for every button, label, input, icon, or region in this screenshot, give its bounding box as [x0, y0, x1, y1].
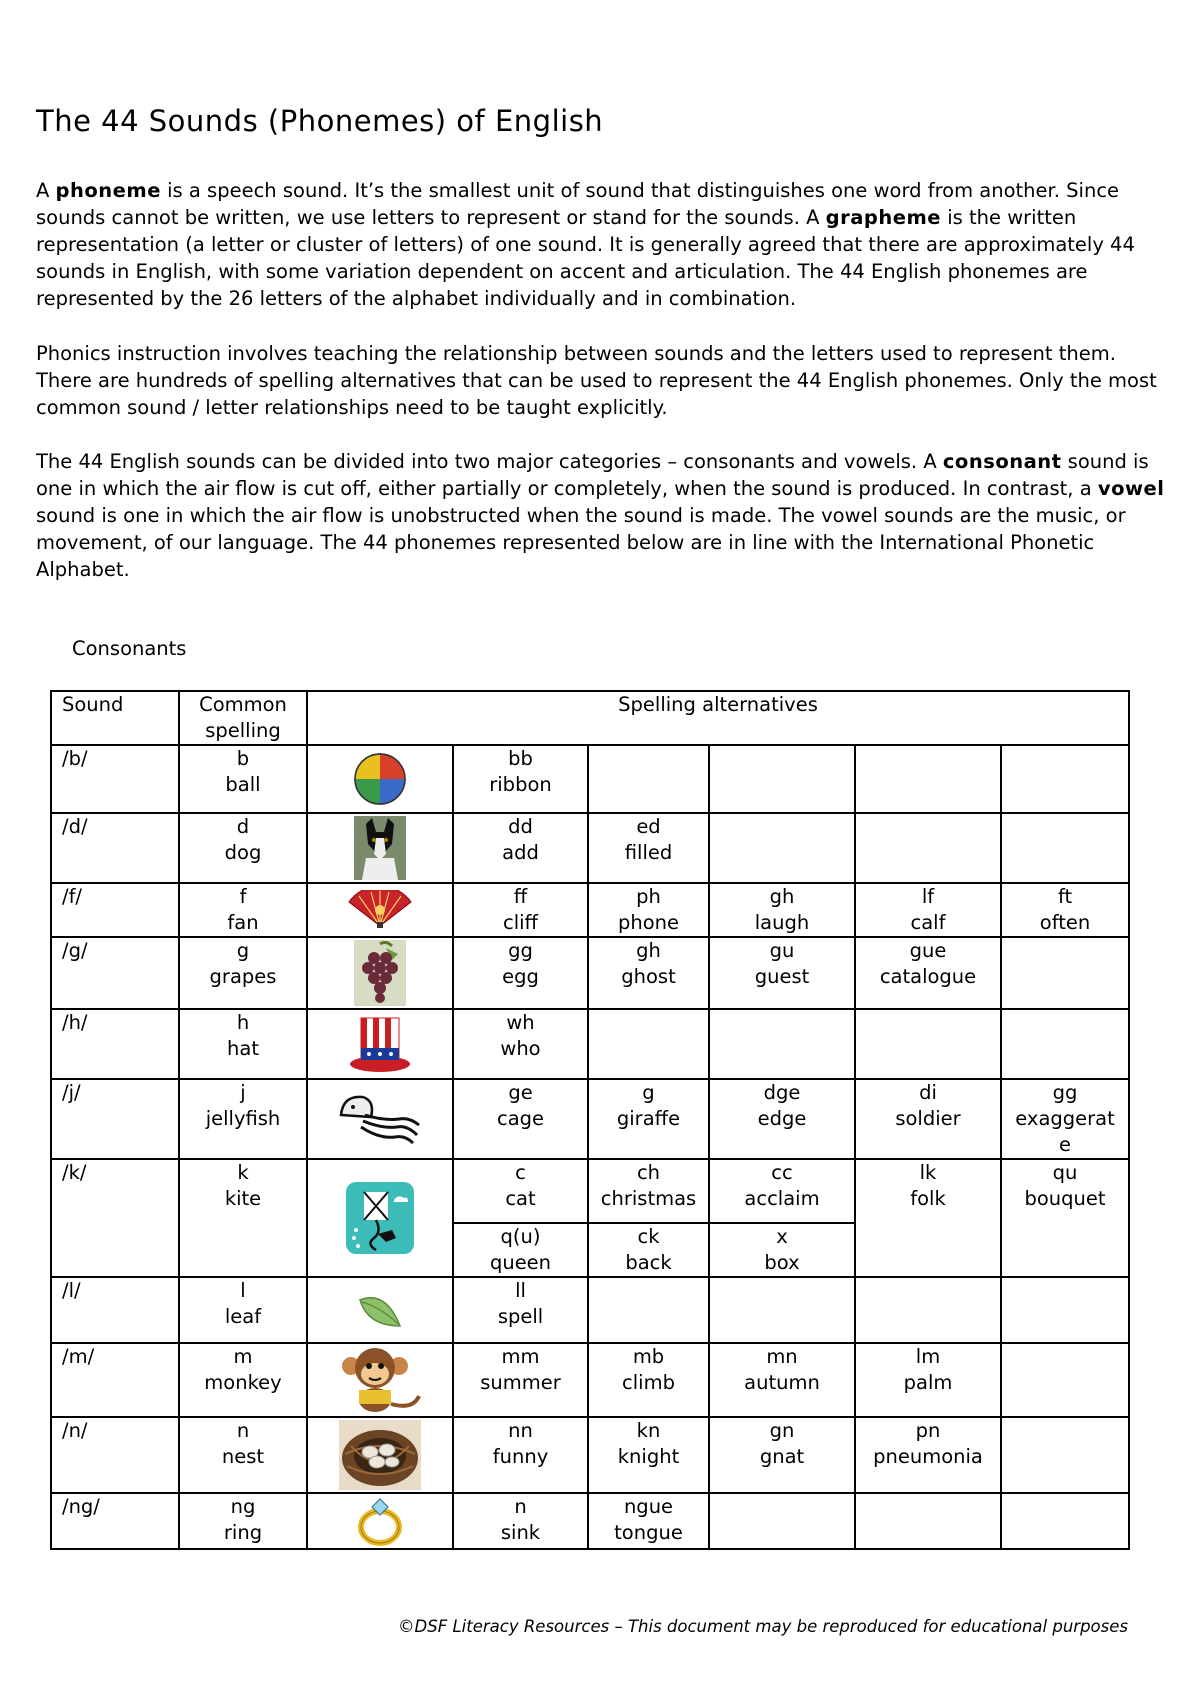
example-word: tongue [614, 1521, 683, 1544]
grapheme: q(u) [500, 1225, 541, 1248]
example-word: cage [496, 1107, 545, 1130]
table-row [51, 1159, 1129, 1223]
alternative-cell [588, 883, 709, 937]
alternative-cell [709, 1079, 855, 1159]
alternative-cell [453, 813, 588, 883]
grapheme: c [515, 1161, 526, 1184]
dog-icon [308, 814, 452, 882]
grapheme: pn [915, 1419, 941, 1442]
key-term: grapheme [825, 206, 942, 229]
grapheme: lk [919, 1161, 937, 1184]
grapheme: ck [637, 1225, 660, 1248]
picture-cell [307, 1009, 453, 1079]
page-title: The 44 Sounds (Phonemes) of English [36, 104, 604, 138]
example-word: catalogue [879, 965, 977, 988]
grapheme: l [240, 1279, 246, 1302]
grapheme: ge [508, 1081, 533, 1104]
alternative-cell [453, 1343, 588, 1417]
example-word: cat [505, 1187, 536, 1210]
example-word: laugh [754, 911, 810, 934]
alternative-cell [453, 1417, 588, 1493]
alternative-cell [709, 813, 855, 883]
table-row [51, 813, 1129, 883]
grapheme: kn [636, 1419, 661, 1442]
section-label: Consonants [72, 637, 187, 660]
table-row [51, 745, 1129, 813]
grapheme: h [236, 1011, 250, 1034]
common-spelling-cell [179, 883, 307, 937]
ball-icon [308, 751, 452, 807]
picture-cell [307, 813, 453, 883]
intro-paragraph-2: Phonics instruction involves teaching the relationship between sounds and the letters used to represent them. There are hundreds of spelling alternatives that can be used to represent the 44 English phonemes. Only the most common sound / letter relationships need to be taught explicitly. [36, 342, 1157, 419]
leaf-icon [308, 1290, 452, 1330]
grapheme: mb [632, 1345, 665, 1368]
example-word: ribbon [489, 773, 552, 796]
grapheme: gh [636, 939, 661, 962]
example-word: egg [502, 965, 539, 988]
alternative-cell [588, 1159, 709, 1223]
alternative-cell [588, 1493, 709, 1549]
example-word: autumn [744, 1371, 820, 1394]
picture-cell [307, 1159, 453, 1277]
alternative-cell [855, 883, 1001, 937]
alternative-cell [588, 1277, 709, 1343]
common-spelling-cell [179, 1009, 307, 1079]
common-spelling-cell [179, 745, 307, 813]
sound-cell: /l/ [51, 1277, 179, 1343]
kite-icon [308, 1180, 452, 1256]
alternative-cell [709, 1417, 855, 1493]
alternative-cell [588, 813, 709, 883]
alternative-cell [855, 745, 1001, 813]
alternative-cell [709, 937, 855, 1009]
alternative-cell [709, 1343, 855, 1417]
common-spelling-cell [179, 1079, 307, 1159]
alternative-cell [1001, 1079, 1129, 1159]
header-common-spelling [179, 691, 307, 745]
alternative-cell [453, 1159, 588, 1223]
alternative-cell [1001, 1277, 1129, 1343]
example-word: nest [221, 1445, 265, 1468]
example-word: hat [227, 1037, 259, 1060]
example-word: e [1059, 1133, 1072, 1156]
sound-cell: /m/ [51, 1343, 179, 1417]
grapheme: g [236, 939, 250, 962]
grapheme: k [237, 1161, 249, 1184]
example-word: queen [489, 1251, 552, 1274]
key-term: vowel [1097, 477, 1165, 500]
grapheme: qu [1052, 1161, 1078, 1184]
sound-cell: /j/ [51, 1079, 179, 1159]
grapheme: di [919, 1081, 937, 1104]
alternative-cell [588, 937, 709, 1009]
common-spelling-cell [179, 813, 307, 883]
table-row [51, 937, 1129, 1009]
example-word: knight [617, 1445, 680, 1468]
alternative-cell [588, 1343, 709, 1417]
alternative-cell [855, 1493, 1001, 1549]
grapheme: d [236, 815, 250, 838]
example-word: ball [225, 773, 261, 796]
example-word: climb [622, 1371, 675, 1394]
alternative-cell [453, 1493, 588, 1549]
hat-icon [308, 1014, 452, 1074]
grapheme: b [236, 747, 250, 770]
alternative-cell [453, 1277, 588, 1343]
sound-cell: /ng/ [51, 1493, 179, 1549]
example-word: calf [910, 911, 946, 934]
alternative-cell [1001, 1417, 1129, 1493]
grapheme: ch [636, 1161, 661, 1184]
example-word: spell [497, 1305, 544, 1328]
grapheme: Common [199, 693, 287, 716]
picture-cell [307, 937, 453, 1009]
alternative-cell [1001, 937, 1129, 1009]
grapheme: mm [501, 1345, 540, 1368]
alternative-cell [588, 1009, 709, 1079]
common-spelling-cell [179, 937, 307, 1009]
grapheme: nn [508, 1419, 533, 1442]
grapheme: ph [636, 885, 661, 908]
grapheme: j [240, 1081, 246, 1104]
grapheme: lm [915, 1345, 941, 1368]
grapheme: ng [230, 1495, 256, 1518]
picture-cell [307, 1343, 453, 1417]
example-word: christmas [600, 1187, 697, 1210]
common-spelling-cell [179, 1493, 307, 1549]
alternative-cell [1001, 813, 1129, 883]
common-spelling-cell [179, 1417, 307, 1493]
example-word: often [1039, 911, 1091, 934]
picture-cell [307, 745, 453, 813]
table-row [51, 883, 1129, 937]
table-row [51, 1079, 1129, 1159]
grapheme: ft [1057, 885, 1073, 908]
fan-icon [308, 890, 452, 930]
alternative-cell [709, 1009, 855, 1079]
grapheme: gg [508, 939, 533, 962]
alternative-cell [855, 1079, 1001, 1159]
grapheme: ff [513, 885, 528, 908]
table-header-row [51, 691, 1129, 745]
alternative-cell [588, 1079, 709, 1159]
example-word: filled [624, 841, 673, 864]
alternative-cell [709, 745, 855, 813]
intro-paragraph-3: The 44 English sounds can be divided into two major categories – consonants and vowels. A consonant sound is one in which the air flow is cut off, either partially or completely, when the sound is produced. In contrast, a vowel sound is one in which the air flow is unobstructed when the sound is made. The vowel sounds are the music, or movement, of our language. The 44 phonemes represented below are in line with the International Phonetic Alphabet. [36, 450, 1165, 581]
alternative-cell [709, 1493, 855, 1549]
grapheme: gu [769, 939, 795, 962]
consonant-table [50, 690, 1130, 1550]
sound-cell: /d/ [51, 813, 179, 883]
example-word: back [625, 1251, 672, 1274]
sound-cell: /g/ [51, 937, 179, 1009]
table-row [51, 1493, 1129, 1549]
alternative-cell [855, 1417, 1001, 1493]
alternative-cell [855, 813, 1001, 883]
example-word: giraffe [616, 1107, 681, 1130]
alternative-cell [453, 883, 588, 937]
common-spelling-cell [179, 1343, 307, 1417]
grapheme: n [236, 1419, 250, 1442]
sound-cell: /k/ [51, 1159, 179, 1277]
jellyfish-icon [308, 1091, 452, 1147]
sound-cell: /f/ [51, 883, 179, 937]
example-word: cliff [503, 911, 538, 934]
example-word: jellyfish [205, 1107, 281, 1130]
alternative-cell [709, 1223, 855, 1277]
alternative-cell [709, 1159, 855, 1223]
grapheme: ngue [623, 1495, 674, 1518]
grapheme: gh [769, 885, 795, 908]
example-word: soldier [895, 1107, 961, 1130]
grapes-icon [308, 938, 452, 1008]
example-word: ghost [621, 965, 676, 988]
table-row [51, 1277, 1129, 1343]
alternative-cell [855, 937, 1001, 1009]
alternative-cell [855, 1277, 1001, 1343]
alternative-cell [1001, 1159, 1129, 1277]
common-spelling-cell [179, 1159, 307, 1277]
example-word: dog [224, 841, 262, 864]
example-word: spelling [205, 719, 281, 742]
alternative-cell [855, 1159, 1001, 1277]
alternative-cell [855, 1343, 1001, 1417]
key-term: phoneme [55, 179, 161, 202]
grapheme: ll [515, 1279, 526, 1302]
example-word: acclaim [744, 1187, 820, 1210]
example-word: leaf [224, 1305, 262, 1328]
grapheme: dd [508, 815, 533, 838]
alternative-cell [588, 1223, 709, 1277]
alternative-cell [709, 1277, 855, 1343]
grapheme: x [776, 1225, 788, 1248]
common-spelling-cell [179, 1277, 307, 1343]
example-word: palm [903, 1371, 953, 1394]
sound-cell: /b/ [51, 745, 179, 813]
example-word: gnat [759, 1445, 805, 1468]
alternative-cell [453, 745, 588, 813]
picture-cell [307, 1079, 453, 1159]
example-word: who [500, 1037, 541, 1060]
monkey-icon [308, 1344, 452, 1416]
grapheme: lf [921, 885, 935, 908]
example-word: summer [480, 1371, 561, 1394]
example-word: box [764, 1251, 800, 1274]
grapheme: wh [506, 1011, 535, 1034]
intro-paragraph-1: A phoneme is a speech sound. It’s the smallest unit of sound that distinguishes one word from another. Since sounds cannot be written, we use letters to represent or stand for the sounds. A grapheme is the written representation (a letter or cluster of letters) of one sound. It is generally agreed that there are approximately 44 sounds in English, with some variation dependent on accent and articulation. The 44 English phonemes are represented by the 26 letters of the alphabet individually and in combination. [36, 179, 1135, 310]
picture-cell [307, 1493, 453, 1549]
grapheme: gue [909, 939, 947, 962]
grapheme: gn [769, 1419, 795, 1442]
footer-copyright: ©DSF Literacy Resources – This document may be reproduced for educational purposes [398, 1617, 1128, 1636]
sound-cell: /n/ [51, 1417, 179, 1493]
example-word: add [502, 841, 539, 864]
table-row [51, 1417, 1129, 1493]
example-word: bouquet [1024, 1187, 1106, 1210]
picture-cell [307, 1277, 453, 1343]
table-row [51, 1009, 1129, 1079]
grapheme: dge [763, 1081, 801, 1104]
grapheme: ed [636, 815, 661, 838]
alternative-cell [588, 745, 709, 813]
example-word: grapes [209, 965, 277, 988]
picture-cell [307, 883, 453, 937]
grapheme: f [239, 885, 247, 908]
grapheme: m [233, 1345, 253, 1368]
example-word: fan [227, 911, 259, 934]
picture-cell [307, 1417, 453, 1493]
key-term: consonant [942, 450, 1062, 473]
ring-icon [308, 1495, 452, 1547]
alternative-cell [1001, 1493, 1129, 1549]
grapheme: cc [771, 1161, 793, 1184]
alternative-cell [453, 1009, 588, 1079]
alternative-cell [453, 1079, 588, 1159]
header-sound: Sound [51, 691, 179, 745]
grapheme: n [514, 1495, 527, 1518]
grapheme: mn [766, 1345, 798, 1368]
table-row [51, 1343, 1129, 1417]
example-word: funny [492, 1445, 549, 1468]
header-spelling-alternatives: Spelling alternatives [307, 691, 1129, 745]
alternative-cell [453, 1223, 588, 1277]
nest-icon [308, 1418, 452, 1492]
alternative-cell [1001, 745, 1129, 813]
grapheme: bb [508, 747, 533, 770]
example-word: monkey [204, 1371, 282, 1394]
example-word: edge [757, 1107, 807, 1130]
example-word: guest [754, 965, 810, 988]
alternative-cell [1001, 1009, 1129, 1079]
alternative-cell [588, 1417, 709, 1493]
example-word: folk [910, 1187, 946, 1210]
example-word: pneumonia [873, 1445, 983, 1468]
example-word: exaggerat [1015, 1107, 1115, 1130]
example-word: ring [223, 1521, 263, 1544]
example-word: sink [500, 1521, 541, 1544]
alternative-cell [709, 883, 855, 937]
alternative-cell [453, 937, 588, 1009]
sound-cell: /h/ [51, 1009, 179, 1079]
example-word: kite [224, 1187, 262, 1210]
alternative-cell [1001, 1343, 1129, 1417]
grapheme: g [642, 1081, 655, 1104]
grapheme: gg [1052, 1081, 1078, 1104]
alternative-cell [1001, 883, 1129, 937]
alternative-cell [855, 1009, 1001, 1079]
example-word: phone [617, 911, 680, 934]
